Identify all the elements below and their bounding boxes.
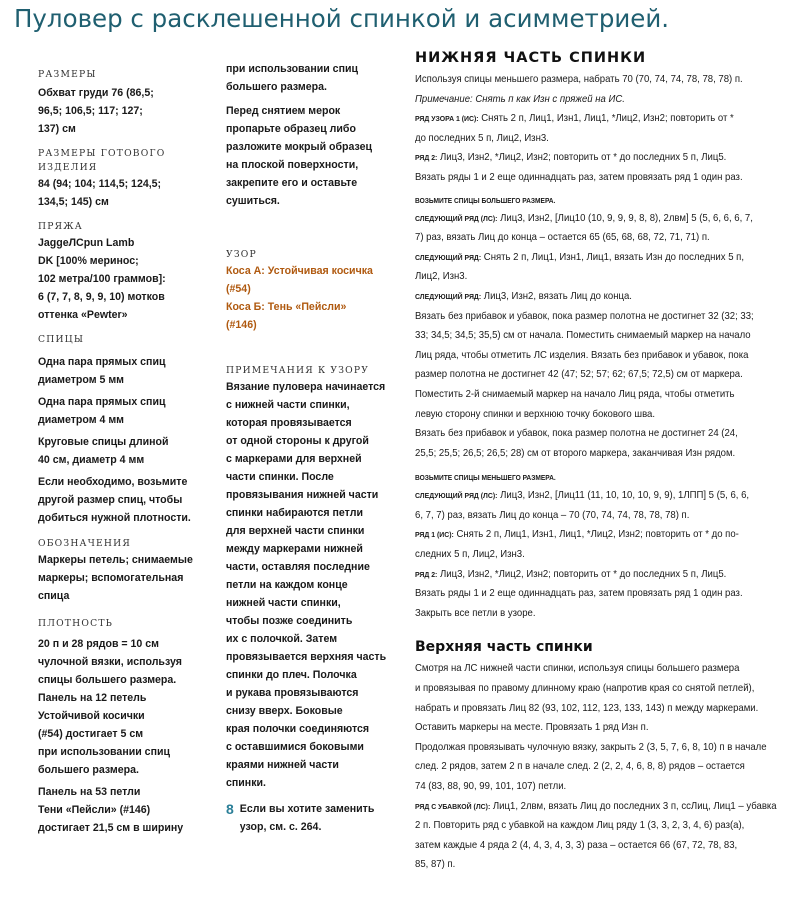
gauge-text-2: Панель на 12 петель Устойчивой косички (#54) достигает 5 см при использовании спиц большего размера. [38,692,170,776]
gauge-text-1: 20 п и 28 рядов = 10 см чулочной вязки, используя спицы большего размера. [38,638,182,686]
measurement-text: Вязать без прибавок и убавок, пока размер полотна не достигнет 32 (32; 33; 33; 34,5; 34,5; 35,5) см от начала. Поместить снимаемый маркер на начало Лиц ряда, чтобы отметить ЛС изделия. Вязать без прибавок и убавок, пока размер полотна не достигнет 42 (47; 52; 57; 62; 67,5; 72,5) см от маркера. Поместить 2-й снимаемый маркер на начало Лиц ряда, чтобы отметить левую сторону спинки и верхнюю точку бокового шва. Вязать без прибавок и убавок, пока размер полотна не достигнет 24 (24, 25,5; 25,5; 26,5; 26,5; 28) см от второго маркера, заканчивая Изн рядом. [415,310,754,459]
pattern-cable-b: Коса Б: Тень «Пейсли» (#146) [226,301,347,331]
needles-text-2: Одна пара прямых спиц диаметром 4 мм [38,396,166,426]
pattern-notes-text: Вязание пуловера начинается с нижней части спинки, которая провязывается от одной стороны к другой с маркерами для верхней части спинки. После провязывания нижней части спинки набираются петли для верхней части спинки между маркерами нижней части, оставляя последние петли на каждом конце нижней части спинки, чтобы позже соединить их с полочкой. Затем провязывается верхняя часть спинки до плеч. Полочка и рукава провязываются снизу вверх. Боковые края полочки соединяются с оставшимися боковыми краями нижней части спинки. [226,381,387,789]
pattern-row-1: РЯД УЗОРА 1 (ИС): Снять 2 п, Лиц1, Изн1, Лиц1, *Лиц2, Изн2; повторить от * до последних 5 п, Лиц2, Изн3. [415,113,734,144]
page-title: Пуловер с расклешенной спинкой и асимметрией. [14,4,670,33]
needles-text-4: Если необходимо, возьмите другой размер спиц, чтобы добиться нужной плотности. [38,476,191,524]
sizes-text: Обхват груди 76 (86,5; 96,5; 106,5; 117; 127; 137) см [38,87,154,135]
instructions-column [415,46,800,875]
upper-back-heading: Верхняя часть спинки [415,639,593,656]
decrease-row: РЯД С УБАВКОЙ (ЛС): Лиц1, 2лвм, вязать Лиц до последних 3 п, ссЛиц, Лиц1 – убавка 2 п. Повторить ряд с убавкой на каждом Лиц ряду 1 (3, 3, 2, 3, 4, 6) раз(а), затем каждые 4 ряда 2 (4, 4, 3, 4, 3, 3) раза – остается 66 (67, 72, 78, 83, 85, 87) п. [415,800,777,871]
finished-sizes-text: 84 (94; 104; 114,5; 124,5; 134,5; 145) см [38,178,162,208]
specs-column [38,68,220,837]
pattern-notes-heading: ПРИМЕЧАНИЯ К УЗОРУ [226,365,370,376]
needles-text-1: Одна пара прямых спиц диаметром 5 мм [38,356,166,386]
gauge-text-3: Панель на 53 петли Тени «Пейсли» (#146) достигает 21,5 см в ширину [38,786,184,834]
lower-back-heading: НИЖНЯЯ ЧАСТЬ СПИНКИ [415,50,647,66]
reference-8-icon: 8 [226,801,234,817]
next-row-1: СЛЕДУЮЩИЙ РЯД (ЛС): Лиц3, Изн2, [Лиц10 (10, 9, 9, 9, 8, 8), 2лвм] 5 (5, 6, 6, 6, 7, 7) раз, вязать Лиц до конца – остается 65 (65, 68, 68, 72, 71, 71) п. [415,212,753,244]
gauge-heading: ПЛОТНОСТЬ [38,618,114,629]
swatch-text: Перед снятием мерок пропарьте образец либо разложите мокрый образец на плоской поверхности, закрепите его и оставьте сушиться. [226,105,373,207]
larger-needles-subheading: ВОЗЬМИТЕ СПИЦЫ БОЛЬШЕГО РАЗМЕРА. [415,195,556,205]
pattern-row-2: РЯД 2: Лиц3, Изн2, *Лиц2, Изн2; повторить от * до последних 5 п, Лиц5. [415,152,727,164]
next-row-4: СЛЕДУЮЩИЙ РЯД (ЛС): Лиц3, Изн2, [Лиц11 (11, 10, 10, 10, 9, 9), 1ЛПП] 5 (5, 6, 6, 6, 7, 7) раз, вязать Лиц до конца – 70 (70, 74, 74, 78, 78, 78) п. [415,490,750,521]
pattern-heading: УЗОР [226,249,257,260]
yarn-text: JaggeЛCpun Lamb DK [100% меринос; 102 метра/100 граммов]: 6 (7, 7, 8, 9, 9, 10) мотков оттенка «Pewter» [38,237,166,321]
row-1-ws: РЯД 1 (ИС): Снять 2 п, Лиц1, Изн1, Лиц1, *Лиц2, Изн2; повторить от * до по- следних 5 п, Лиц2, Изн3. [415,529,739,561]
needles-heading: СПИЦЫ [38,334,85,345]
notation-text: Маркеры петель; снимаемые маркеры; вспомогательная спица [38,554,193,602]
row-2: РЯД 2: Лиц3, Изн2, *Лиц2, Изн2; повторить от * до последних 5 п, Лиц5. [415,568,727,580]
smaller-needles-subheading: ВОЗЬМИТЕ СПИЦЫ МЕНЬШЕГО РАЗМЕРА. [415,473,556,483]
upper-back-text: Смотря на ЛС нижней части спинки, используя спицы большего размера и провязывая по правому длинному краю (напротив края со снятой петлей), набрать и провязать Лиц 82 (93, 102, 112, 123, 133, 143) п между маркерами. Оставить маркеры на месте. Провязать 1 ряд Изн п. Продолжая провязывать чулочную вязку, закрыть 2 (3, 5, 7, 6, 8, 10) п в начале след. 2 рядов, затем 2 п в начале след. 2 (2, 2, 4, 6, 8, 8) рядов – остается 74 (83, 88, 90, 99, 101, 107) петли. [415,663,767,792]
alt-pattern-text: Если вы хотите заменить узор, см. с. 264. [239,803,375,833]
finished-sizes-heading: РАЗМЕРЫ ГОТОВОГО ИЗДЕЛИЯ [38,148,166,173]
next-row-2: СЛЕДУЮЩИЙ РЯД: Снять 2 п, Лиц1, Изн1, Лиц1, вязать Изн до последних 5 п, Лиц2, Изн3. [415,251,745,283]
needles-text-3: Круговые спицы длиной 40 см, диаметр 4 мм [38,436,169,466]
repeat-text-1: Вязать ряды 1 и 2 еще одиннадцать раз, затем провязать ряд 1 один раз. [415,171,743,183]
yarn-heading: ПРЯЖА [38,221,83,232]
cast-on-text: Используя спицы меньшего размера, набрать 70 (70, 74, 74, 78, 78, 78) п. [415,74,743,85]
notation-heading: ОБОЗНАЧЕНИЯ [38,538,131,549]
repeat-text-2: Вязать ряды 1 и 2 еще одиннадцать раз, затем провязать ряд 1 один раз. Закрыть все петли в узоре. [415,588,743,619]
pattern-cable-a: Коса А: Устойчивая косичка (#54) [226,265,373,295]
alt-pattern-note [226,800,406,836]
notes-column [226,60,406,836]
gauge-continuation: при использовании спиц большего размера. [226,63,358,93]
next-row-3: СЛЕДУЮЩИЙ РЯД: Лиц3, Изн2, вязать Лиц до конца. [415,290,632,302]
note-text: Примечание: Снять п как Изн с пряжей на ИС. [415,93,625,105]
sizes-heading: РАЗМЕРЫ [38,69,97,80]
